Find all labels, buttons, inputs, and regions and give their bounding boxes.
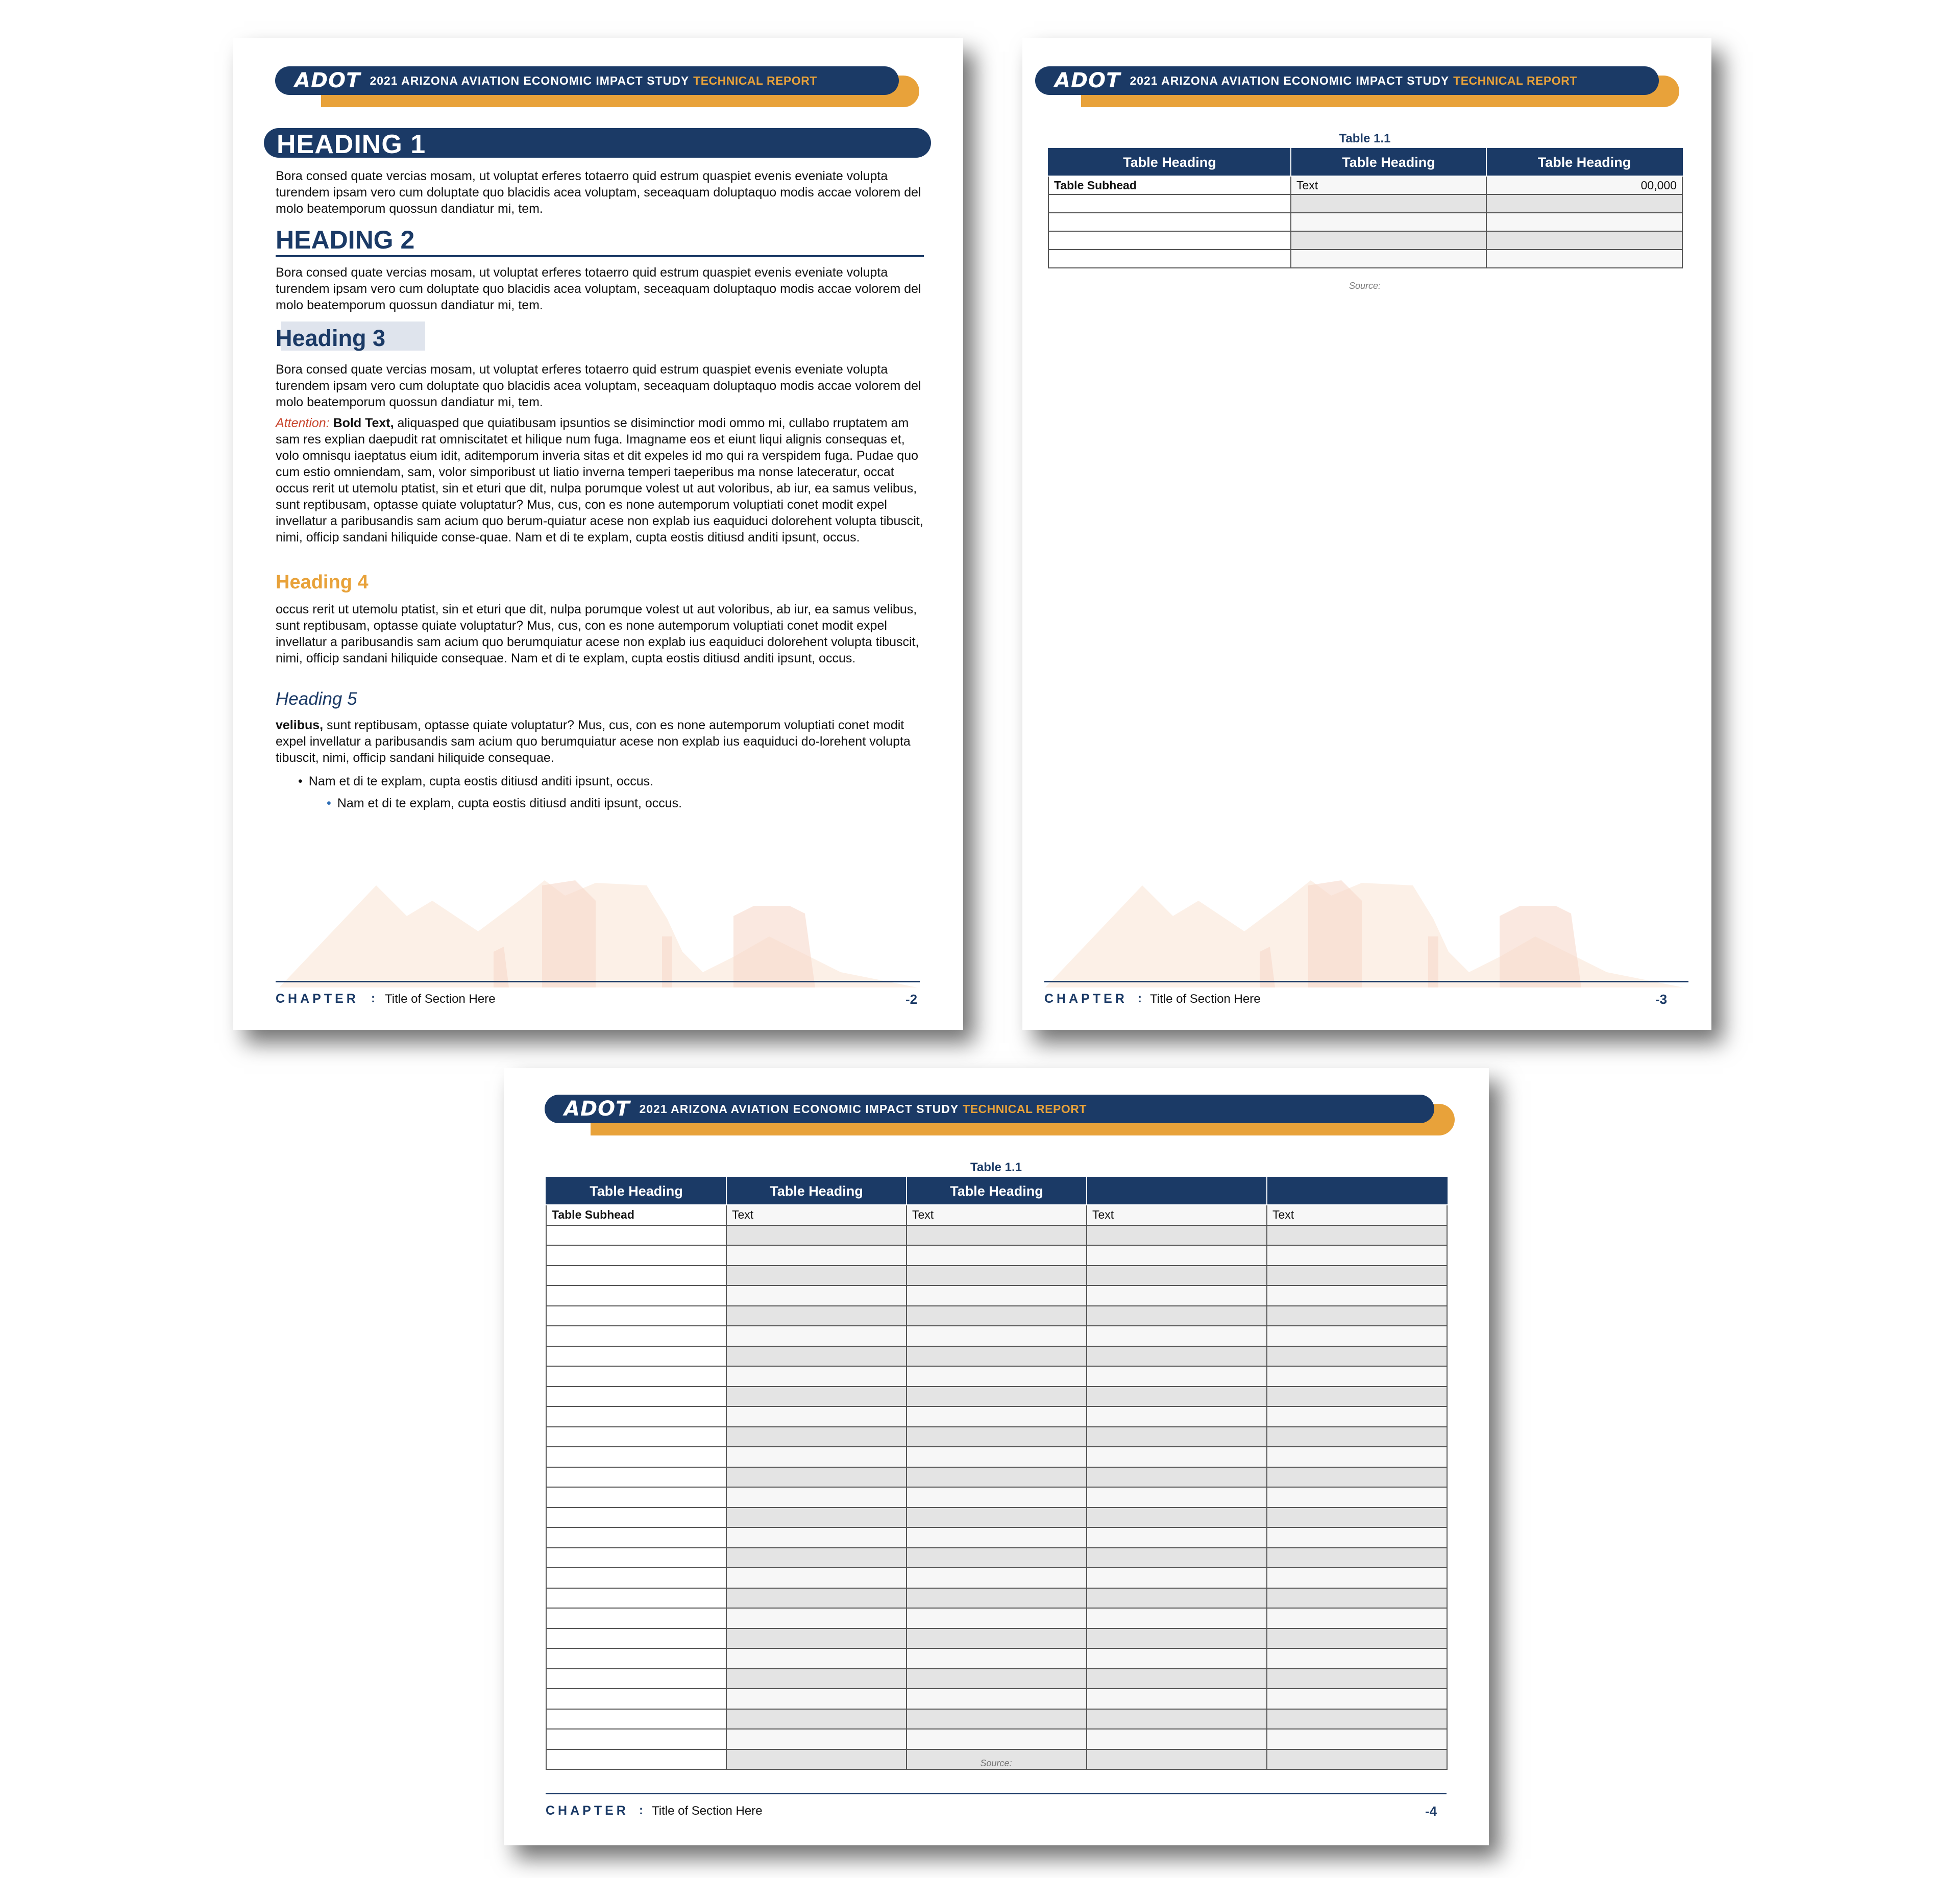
header-banner (545, 1095, 1455, 1143)
table-cell (726, 1387, 906, 1407)
table-cell (726, 1447, 906, 1467)
paragraph-1: Bora consed quate vercias mosam, ut voluptat erferes totaerro quid estrum quaspiet evenis eveniate volupta turendem ipsam vero cum doluptate quo blacidis acea voluptam, seceaquam doluptaquo modis accae volorem del molo beatemporum quossun dandiatur mi, tem. (276, 169, 921, 216)
table-cell (1267, 1326, 1447, 1346)
table-cell (1267, 1447, 1447, 1467)
table-cell (906, 1608, 1087, 1628)
table-header-row (1048, 149, 1682, 176)
table-row (546, 1387, 1447, 1407)
table-cell (726, 1245, 906, 1266)
table-cell (1087, 1709, 1267, 1729)
table-cell (906, 1266, 1087, 1286)
table-cell (546, 1467, 726, 1488)
table-cell (1486, 250, 1682, 268)
table-cell (1087, 1689, 1267, 1709)
table-cell (546, 1588, 726, 1609)
table-cell (726, 1729, 906, 1749)
table-cell (1087, 1467, 1267, 1488)
table-cell (726, 1648, 906, 1669)
table-cell: Text (906, 1205, 1087, 1225)
table-cell (1048, 213, 1291, 231)
table-cell (546, 1548, 726, 1568)
table-heading: Table Heading (906, 1177, 1087, 1205)
table-row (546, 1568, 1447, 1588)
table-row (546, 1709, 1447, 1729)
table-cell (726, 1689, 906, 1709)
table-row (546, 1245, 1447, 1266)
data-table (546, 1177, 1448, 1770)
table-cell (1267, 1366, 1447, 1387)
attention-label: Attention: (276, 416, 330, 430)
table-cell: 00,000 (1486, 176, 1682, 194)
table-cell (1267, 1648, 1447, 1669)
bullet-text: Nam et di te explam, cupta eostis ditiusd anditi ipsunt, occus. (308, 774, 654, 788)
banner-bar (1035, 66, 1659, 95)
table-cell (906, 1346, 1087, 1367)
table-cell (726, 1669, 906, 1689)
table-cell (1087, 1527, 1267, 1548)
table-row (1048, 231, 1682, 250)
chapter-label: CHAPTER (1044, 992, 1128, 1006)
adot-logo: ADOT (1055, 69, 1121, 92)
table-cell (1087, 1266, 1267, 1286)
table-cell (546, 1648, 726, 1669)
mountain-silhouette-graphic (279, 870, 917, 987)
table-cell (1267, 1467, 1447, 1488)
table-cell (1087, 1447, 1267, 1467)
table-cell (906, 1689, 1087, 1709)
page-2 (1022, 38, 1711, 1030)
table-cell (1048, 250, 1291, 268)
table-cell (546, 1406, 726, 1427)
table-heading (1087, 1177, 1267, 1205)
page-number: -2 (905, 992, 918, 1007)
table-cell (1267, 1306, 1447, 1326)
table-cell (726, 1286, 906, 1306)
table-cell (1087, 1548, 1267, 1568)
table-row (546, 1608, 1447, 1628)
table-cell (726, 1608, 906, 1628)
table-row (546, 1346, 1447, 1367)
table-row (546, 1508, 1447, 1528)
table-header-row (546, 1177, 1447, 1205)
table-cell (906, 1286, 1087, 1306)
table-cell: Text (726, 1205, 906, 1225)
page-3 (504, 1068, 1489, 1845)
table-caption: Table 1.1 (970, 1160, 1022, 1174)
table-cell (906, 1648, 1087, 1669)
table-cell (1267, 1548, 1447, 1568)
table-row (546, 1205, 1447, 1225)
bullet-icon: • (298, 774, 303, 788)
table-heading (1267, 1177, 1447, 1205)
footer-rule (1044, 981, 1688, 982)
table-cell (906, 1669, 1087, 1689)
table-row (546, 1326, 1447, 1346)
table-cell (726, 1548, 906, 1568)
table-cell (906, 1387, 1087, 1407)
table-cell (726, 1427, 906, 1447)
heading-4: Heading 4 (276, 572, 369, 593)
table-row (546, 1306, 1447, 1326)
table-heading: Table Heading (1486, 149, 1682, 176)
chapter-label: CHAPTER (546, 1803, 629, 1818)
table-cell (726, 1346, 906, 1367)
table-subhead: Table Subhead (546, 1205, 726, 1225)
table-cell (1267, 1245, 1447, 1266)
report-title: 2021 ARIZONA AVIATION ECONOMIC IMPACT STUDY (1130, 73, 1450, 87)
table-heading: Table Heading (726, 1177, 906, 1205)
table-cell (1087, 1306, 1267, 1326)
table-cell (726, 1508, 906, 1528)
bold-text: Bold Text, (333, 416, 394, 430)
adot-logo: ADOT (295, 69, 361, 92)
footer-colon: : (1138, 992, 1142, 1005)
section-title: Title of Section Here (385, 992, 496, 1006)
chapter-label: CHAPTER (276, 992, 359, 1006)
table-cell (726, 1588, 906, 1609)
paragraph-4: occus rerit ut utemolu ptatist, sin et eturi que dit, nulpa porumque volest ut aut voloribus, ab iur, ea samus velibus, sunt reptibusam, optasse quiate voluptatur? Mus, cus, con es none autemporum voluptiati conet modit expel invellatur a paribusandis sam acium quo berumquiatur acese non explab ius eaquiduci dolorehent volupta tibuscit, nimi, officip sandani hiliquide consequae. Nam et di te explam, cupta eostis ditiusd anditi ipsunt, occus. (276, 602, 919, 665)
table-heading: Table Heading (1048, 149, 1291, 176)
header-banner (1035, 66, 1679, 115)
table-cell (906, 1548, 1087, 1568)
table-cell (906, 1487, 1087, 1508)
table-cell (546, 1286, 726, 1306)
report-subtitle: TECHNICAL REPORT (693, 73, 817, 87)
report-subtitle: TECHNICAL REPORT (1453, 73, 1577, 87)
table-cell (1267, 1709, 1447, 1729)
table-row (546, 1628, 1447, 1649)
table-cell (1267, 1346, 1447, 1367)
table-cell (1267, 1225, 1447, 1246)
section-title: Title of Section Here (1150, 992, 1261, 1006)
table-row (546, 1527, 1447, 1548)
table-cell (906, 1588, 1087, 1609)
table-cell (906, 1527, 1087, 1548)
table-cell (1267, 1406, 1447, 1427)
table-caption: Table 1.1 (1339, 132, 1391, 145)
para5-body: sunt reptibusam, optasse quiate voluptatur? Mus, cus, con es none autemporum voluptiati conet modit expel invellatur a paribusandis sam acium quo berumquiatur acese non explab ius eaquiduci do-lorehent volupta tibuscit, nimi, officip sandani hiliquide consequae. (276, 718, 911, 765)
table-cell (1087, 1508, 1267, 1528)
table-cell (906, 1568, 1087, 1588)
table-cell (546, 1245, 726, 1266)
table-cell: Text (1267, 1205, 1447, 1225)
table-cell (1267, 1669, 1447, 1689)
bullet-item-1 (298, 773, 653, 789)
table-cell (546, 1326, 726, 1346)
table-cell (1267, 1729, 1447, 1749)
table-cell (726, 1467, 906, 1488)
table-row (546, 1366, 1447, 1387)
table-cell (726, 1225, 906, 1246)
page-1 (233, 38, 963, 1030)
table-cell (1267, 1689, 1447, 1709)
table-cell (1267, 1568, 1447, 1588)
table-cell (1291, 250, 1486, 268)
table-row (546, 1548, 1447, 1568)
table-cell (1087, 1628, 1267, 1649)
banner-bar (275, 66, 899, 95)
table-row (546, 1669, 1447, 1689)
table-cell (726, 1487, 906, 1508)
para5-bold: velibus, (276, 718, 324, 732)
table-cell (546, 1669, 726, 1689)
table-cell (1267, 1487, 1447, 1508)
table-cell (726, 1266, 906, 1286)
table-cell (1486, 194, 1682, 213)
table-cell (1087, 1387, 1267, 1407)
table-row (1048, 176, 1682, 194)
table-cell (1087, 1427, 1267, 1447)
table-cell (906, 1508, 1087, 1528)
table-cell (906, 1326, 1087, 1346)
table-cell (1087, 1286, 1267, 1306)
table-cell (1291, 231, 1486, 250)
paragraph-5 (276, 717, 924, 766)
table-cell: Text (1291, 176, 1486, 194)
table-cell (1087, 1366, 1267, 1387)
table-cell (1087, 1588, 1267, 1609)
table-cell (546, 1387, 726, 1407)
table-cell (726, 1366, 906, 1387)
bullet-icon: • (327, 796, 331, 810)
table-row (546, 1286, 1447, 1306)
paragraph-3: Bora consed quate vercias mosam, ut voluptat erferes totaerro quid estrum quaspiet evenis eveniate volupta turendem ipsam vero cum doluptate quo blacidis acea voluptam, seceaquam doluptaquo modis accae volorem del molo beatemporum quossun dandiatur mi, tem. (276, 362, 921, 409)
table-cell (1087, 1608, 1267, 1628)
table-cell (906, 1406, 1087, 1427)
mountain-silhouette-graphic (1045, 870, 1683, 987)
table-cell (726, 1406, 906, 1427)
table-source: Source: (1349, 281, 1381, 291)
table-cell (1486, 213, 1682, 231)
table-row (546, 1427, 1447, 1447)
table-cell (546, 1709, 726, 1729)
table-cell (1087, 1487, 1267, 1508)
table-cell (1087, 1729, 1267, 1749)
table-cell (546, 1346, 726, 1367)
table-row (1048, 194, 1682, 213)
report-subtitle: TECHNICAL REPORT (963, 1102, 1087, 1116)
table-row (1048, 213, 1682, 231)
table-subhead: Table Subhead (1048, 176, 1291, 194)
table-cell (726, 1568, 906, 1588)
table-cell (546, 1608, 726, 1628)
footer-rule (276, 981, 920, 982)
table-cell (726, 1628, 906, 1649)
table-cell (1267, 1527, 1447, 1548)
report-title: 2021 ARIZONA AVIATION ECONOMIC IMPACT STUDY (639, 1102, 959, 1116)
table-cell (546, 1628, 726, 1649)
heading-1: HEADING 1 (277, 130, 426, 159)
table-cell (1486, 231, 1682, 250)
table-cell (546, 1508, 726, 1528)
table-cell (1267, 1608, 1447, 1628)
table-cell (546, 1225, 726, 1246)
table-cell (906, 1366, 1087, 1387)
attention-paragraph (276, 415, 924, 546)
table-cell (726, 1527, 906, 1548)
table-cell: Text (1087, 1205, 1267, 1225)
page-number: -3 (1655, 992, 1668, 1007)
adot-logo: ADOT (564, 1097, 630, 1121)
table-source: Source: (980, 1758, 1012, 1768)
footer-rule (546, 1793, 1447, 1794)
table-cell (1087, 1648, 1267, 1669)
table-row (546, 1648, 1447, 1669)
table-cell (1048, 194, 1291, 213)
table-cell (546, 1366, 726, 1387)
table-row (546, 1467, 1447, 1488)
table-cell (546, 1487, 726, 1508)
report-title: 2021 ARIZONA AVIATION ECONOMIC IMPACT STUDY (370, 73, 690, 87)
table-cell (1087, 1245, 1267, 1266)
table-cell (1267, 1387, 1447, 1407)
table-cell (726, 1709, 906, 1729)
table-cell (1267, 1628, 1447, 1649)
header-banner (275, 66, 919, 115)
table-cell (1048, 231, 1291, 250)
table-cell (906, 1729, 1087, 1749)
table-cell (1087, 1406, 1267, 1427)
heading-3: Heading 3 (276, 325, 386, 351)
table-cell (906, 1447, 1087, 1467)
table-cell (1267, 1427, 1447, 1447)
banner-bar (545, 1095, 1434, 1123)
table-row (546, 1487, 1447, 1508)
page-number: -4 (1425, 1803, 1437, 1819)
data-table (1048, 148, 1683, 268)
table-cell (726, 1306, 906, 1326)
table-cell (546, 1729, 726, 1749)
table-cell (906, 1709, 1087, 1729)
table-heading: Table Heading (546, 1177, 726, 1205)
table-cell (1087, 1346, 1267, 1367)
table-row (546, 1689, 1447, 1709)
table-row (1048, 250, 1682, 268)
table-cell (546, 1527, 726, 1548)
table-cell (546, 1689, 726, 1709)
footer-colon: : (639, 1803, 643, 1817)
table-cell (906, 1245, 1087, 1266)
table-cell (1087, 1225, 1267, 1246)
table-row (546, 1225, 1447, 1246)
table-cell (906, 1225, 1087, 1246)
table-cell (906, 1427, 1087, 1447)
table-cell (546, 1447, 726, 1467)
heading-2: HEADING 2 (276, 225, 924, 257)
table-cell (906, 1306, 1087, 1326)
table-cell (546, 1568, 726, 1588)
table-row (546, 1447, 1447, 1467)
table-cell (1267, 1508, 1447, 1528)
table-row (546, 1406, 1447, 1427)
table-cell (1087, 1568, 1267, 1588)
table-cell (726, 1326, 906, 1346)
table-cell (1267, 1266, 1447, 1286)
footer-colon: : (371, 992, 375, 1005)
table-row (546, 1266, 1447, 1286)
table-cell (1087, 1669, 1267, 1689)
table-cell (546, 1306, 726, 1326)
table-cell (1291, 213, 1486, 231)
table-row (546, 1729, 1447, 1749)
table-cell (1267, 1286, 1447, 1306)
attention-body: aliquasped que quiatibusam ipsuntios se disiminctior modi ommo mi, cullabo rruptatem am sam res explian daepudit rat omniscitatet et hilique num fuga. Imagname eos et eiunt liqui alignis consequas et, volo omnisqu iaeptatus eium idit, aditemporum inveria sitas et dit expeles id mo qui ra verspidem fuga. Pudae quo cum estio omniendam, sam, volor simporibust ut liatio inverna temperi taeperibus ma nonse lateceratur, occat occus rerit ut utemolu ptatist, sin et eturi que dit, nulpa porumque volest ut aut voloribus, ab iur, ea samus velibus, sunt reptibusam, optasse quiate voluptatur? Mus, cus, con es none autemporum voluptiati conet modit expel invellatur a paribusandis sam acium quo berum-quiatur acese non explab ius eaquiduci dolorehent volupta tibuscit, nimi, officip sandani hiliquide conse-quae. Nam et di te explam, cupta eostis ditiusd anditi ipsunt, occus. (276, 416, 923, 545)
heading-5: Heading 5 (276, 689, 357, 709)
table-cell (1267, 1588, 1447, 1609)
table-cell (546, 1427, 726, 1447)
table-cell (1087, 1326, 1267, 1346)
table-cell (906, 1628, 1087, 1649)
bullet-text: Nam et di te explam, cupta eostis ditiusd anditi ipsunt, occus. (337, 796, 682, 810)
table-cell (906, 1467, 1087, 1488)
table-cell (546, 1266, 726, 1286)
table-cell (1291, 194, 1486, 213)
section-title: Title of Section Here (652, 1804, 763, 1818)
paragraph-2: Bora consed quate vercias mosam, ut voluptat erferes totaerro quid estrum quaspiet evenis eveniate volupta turendem ipsam vero cum doluptate quo blacidis acea voluptam, seceaquam doluptaquo modis accae volorem del molo beatemporum quossun dandiatur mi, tem. (276, 265, 921, 312)
table-heading: Table Heading (1291, 149, 1486, 176)
table-row (546, 1588, 1447, 1609)
bullet-item-2 (327, 795, 682, 811)
